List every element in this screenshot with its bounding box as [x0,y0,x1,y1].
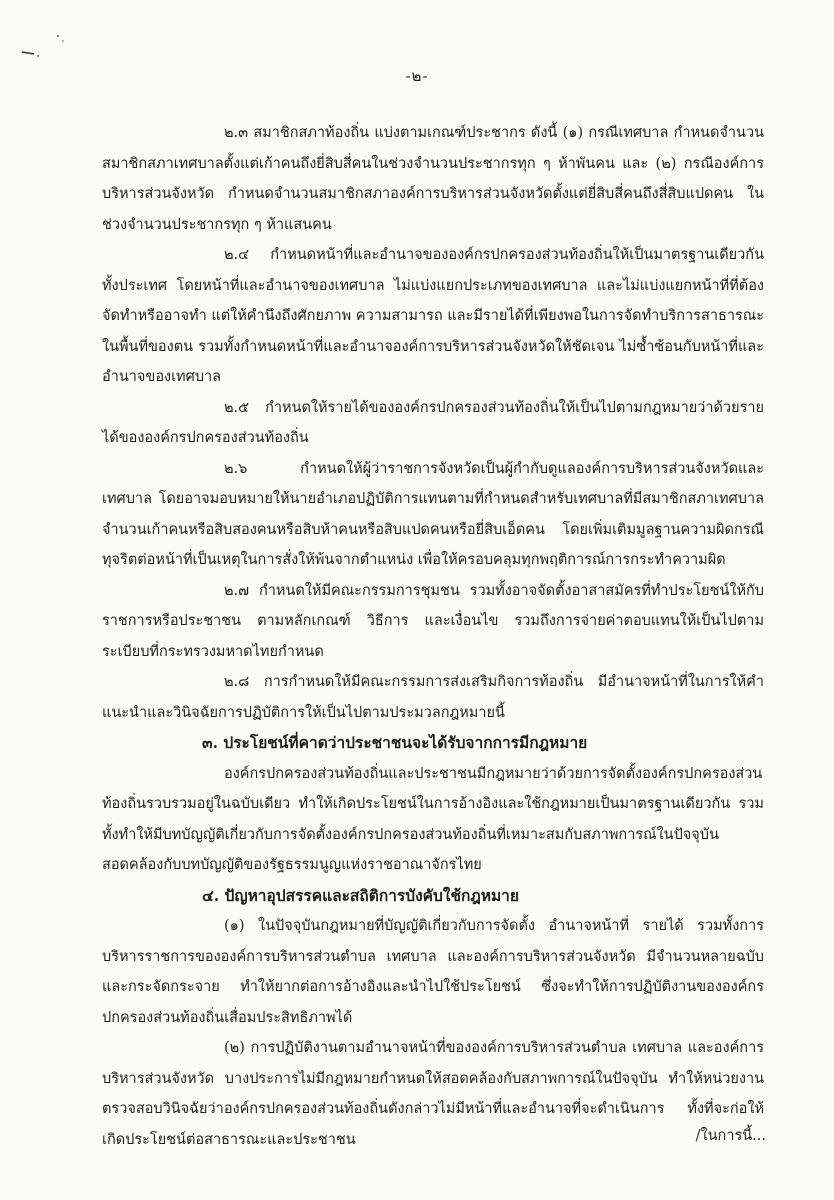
document-body [102,118,764,1155]
paragraph-2-7: ๒.๗ กำหนดให้มีคณะกรรมการชุมชน รวมทั้งอาจจัดตั้งอาสาสมัครที่ทำประโยชน์ให้กับราชการหรือประชาชน ตามหลักเกณฑ์ วิธีการ และเงื่อนไข รวมถึงการจ่ายค่าตอบแทนให้เป็นไปตามระเบียบที่กระทรวงมหาดไทยกำหนด [102,582,764,660]
scan-speck-mark [20,32,70,62]
paragraph-section-3: องค์กรปกครองส่วนท้องถิ่นและประชาชนมีกฎหมายว่าด้วยการจัดตั้งองค์กรปกครองส่วนท้องถิ่นรวบรวมอยู่ในฉบับเดียว ทำให้เกิดประโยชน์ในการอ้างอิงและใช้กฎหมายเป็นมาตรฐานเดียวกัน รวมทั้งทำให้มีบทบัญญัติเกี่ยวกับการจัดตั้งองค์กรปกครองส่วนท้องถิ่นที่เหมาะสมกับสภาพการณ์ในปัจจุบัน สอดคล้องกับบทบัญญัติของรัฐธรรมนูญแห่งราชอาณาจักรไทย [102,765,764,873]
page-number: -๒- [405,67,429,85]
section-heading-3: ๓. ประโยชน์ที่คาดว่าประชาชนจะได้รับจากการมีกฎหมาย [202,733,588,752]
paragraph-2-8: ๒.๘ การกำหนดให้มีคณะกรรมการส่งเสริมกิจการท้องถิ่น มีอำนาจหน้าที่ในการให้คำแนะนำและวินิจฉัยการปฏิบัติการให้เป็นไปตามประมวลกฎหมายนี้ [102,674,764,721]
section-heading-4: ๔. ปัญหาอุปสรรคและสถิติการบังคับใช้กฎหมาย [202,885,519,905]
paragraph-4-2: (๒) การปฏิบัติงานตามอำนาจหน้าที่ขององค์การบริหารส่วนตำบล เทศบาล และองค์การบริหารส่วนจังหวัด บางประการไม่มีกฎหมายกำหนดให้สอดคล้องกับสภาพการณ์ในปัจจุบัน ทำให้หน่วยงานตรวจสอบวินิจฉัยว่าองค์กรปกครองส่วนท้องถิ่นดังกล่าวไม่มีหน้าที่และอำนาจที่จะดำเนินการ ทั้งที่จะก่อให้เกิดประโยชน์ต่อสาธารณะและประชาชน [102,1040,764,1148]
paragraph-2-3: ๒.๓ สมาชิกสภาท้องถิ่น แบ่งตามเกณฑ์ประชากร ดังนี้ (๑) กรณีเทศบาล กำหนดจำนวนสมาชิกสภาเทศบาลตั้งแต่เก้าคนถึงยี่สิบสี่คนในช่วงจำนวนประชากรทุก ๆ ห้าพันคน และ (๒) กรณีองค์การบริหารส่วนจังหวัด กำหนดจำนวนสมาชิกสภาองค์การบริหารส่วนจังหวัดตั้งแต่ยี่สิบสี่คนถึงสี่สิบแปดคน ในช่วงจำนวนประชากรทุก ๆ ห้าแสนคน [102,125,764,233]
continuation-note: /ในการนี้... [695,1128,766,1144]
paragraph-2-4: ๒.๔ กำหนดหน้าที่และอำนาจขององค์กรปกครองส่วนท้องถิ่นให้เป็นมาตรฐานเดียวกันทั้งประเทศ โดยหน้าที่และอำนาจของเทศบาล ไม่แบ่งแยกประเภทของเทศบาล และไม่แบ่งแยกหน้าที่ที่ต้องจัดทำหรืออาจทำ แต่ให้คำนึงถึงศักยภาพ ความสามารถ และมีรายได้ที่เพียงพอในการจัดทำบริการสาธารณะในพื้นที่ของตน รวมทั้งกำหนดหน้าที่และอำนาจองค์การบริหารส่วนจังหวัดให้ชัดเจน ไม่ซ้ำซ้อนกับหน้าที่และอำนาจของเทศบาล [102,247,764,385]
paragraph-4-1: (๑) ในปัจจุบันกฎหมายที่บัญญัติเกี่ยวกับการจัดตั้ง อำนาจหน้าที่ รายได้ รวมทั้งการบริหารราชการขององค์การบริหารส่วนตำบล เทศบาล และองค์การบริหารส่วนจังหวัด มีจำนวนหลายฉบับและกระจัดกระจาย ทำให้ยากต่อการอ้างอิงและนำไปใช้ประโยชน์ ซึ่งจะทำให้การปฏิบัติงานขององค์กรปกครองส่วนท้องถิ่นเสื่อมประสิทธิภาพได้ [102,918,764,1026]
paragraph-2-6: ๒.๖ กำหนดให้ผู้ว่าราชการจังหวัดเป็นผู้กำกับดูแลองค์การบริหารส่วนจังหวัดและเทศบาล โดยอาจมอบหมายให้นายอำเภอปฏิบัติการแทนตามที่กำหนดสำหรับเทศบาลที่มีสมาชิกสภาเทศบาลจำนวนเก้าคนหรือสิบสองคนหรือสิบห้าคนหรือสิบแปดคนหรือยี่สิบเอ็ดคน โดยเพิ่มเติมมูลฐานความผิดกรณีทุจริตต่อหน้าที่เป็นเหตุในการสั่งให้พ้นจากตำแหน่ง เพื่อให้ครอบคลุมทุกพฤติการณ์การกระทำความผิด [102,460,764,568]
paragraph-2-5: ๒.๕ กำหนดให้รายได้ขององค์กรปกครองส่วนท้องถิ่นให้เป็นไปตามกฎหมายว่าด้วยรายได้ขององค์กรปกครองส่วนท้องถิ่น [102,399,764,446]
